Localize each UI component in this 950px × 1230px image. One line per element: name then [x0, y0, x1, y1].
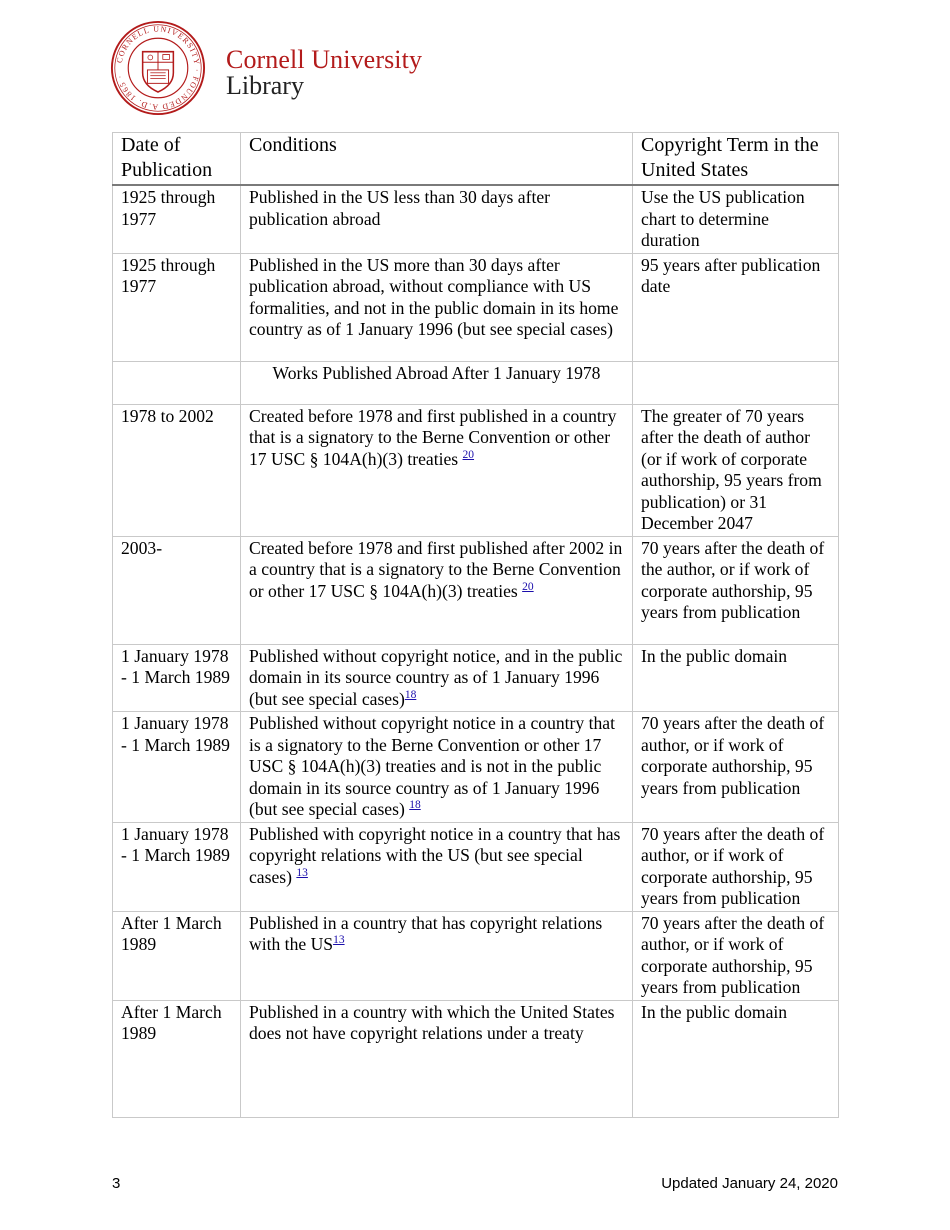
university-name: Cornell University — [226, 45, 423, 74]
row-conditions — [241, 644, 633, 712]
updated-date: Updated January 24, 2020 — [661, 1175, 838, 1192]
conditions-text: Published with copyright notice in a country that has copyright relations with the US (but see special cases) — [249, 823, 621, 887]
table-row — [113, 822, 839, 911]
conditions-text: Published in the US more than 30 days after publication abroad, without compliance with US formalities, and not in the public domain in its home country as of 1 January 1996 (but see special cases) — [249, 254, 619, 339]
table-header-row — [113, 133, 839, 186]
footnote-link[interactable]: 13 — [333, 934, 345, 947]
row-term: The greater of 70 years after the death of author (or if work of corporate authorship, 95 years from publication) or 31 December 2047 — [633, 404, 839, 536]
table-row — [113, 185, 839, 253]
row-term: 70 years after the death of author, or if work of corporate authorship, 95 years from publication — [633, 911, 839, 1000]
row-date — [113, 361, 241, 404]
conditions-text: Published in a country that has copyright relations with the US — [249, 912, 603, 954]
header-date: Date of Publication — [113, 133, 241, 186]
row-conditions — [241, 185, 633, 253]
row-term: In the public domain — [633, 644, 839, 712]
page-header — [110, 18, 422, 118]
row-term: In the public domain — [633, 1000, 839, 1117]
table-row — [113, 1000, 839, 1117]
row-term: 95 years after publication date — [633, 253, 839, 361]
row-term: Use the US publication chart to determine duration — [633, 185, 839, 253]
header-conditions: Conditions — [241, 133, 633, 186]
table-row — [113, 404, 839, 536]
conditions-text: Published in the US less than 30 days after publication abroad — [249, 187, 551, 229]
row-term: 70 years after the death of author, or if work of corporate authorship, 95 years from publication — [633, 712, 839, 823]
header-term: Copyright Term in the United States — [633, 133, 839, 186]
footnote-link[interactable]: 13 — [296, 866, 308, 879]
row-conditions — [241, 911, 633, 1000]
row-conditions — [241, 536, 633, 644]
row-date: 1925 through 1977 — [113, 253, 241, 361]
table-row — [113, 644, 839, 712]
row-conditions — [241, 404, 633, 536]
row-term: 70 years after the death of author, or if work of corporate authorship, 95 years from publication — [633, 822, 839, 911]
row-date: 1978 to 2002 — [113, 404, 241, 536]
row-term: 70 years after the death of the author, or if work of corporate authorship, 95 years from publication — [633, 536, 839, 644]
table-row — [113, 911, 839, 1000]
conditions-text: Published in a country with which the United States does not have copyright relations under a treaty — [249, 1001, 615, 1043]
footnote-link[interactable]: 18 — [404, 688, 417, 701]
row-date: 1 January 1978 - 1 March 1989 — [113, 644, 241, 712]
table-row — [113, 361, 839, 404]
row-date: 1 January 1978 - 1 March 1989 — [113, 712, 241, 823]
row-conditions — [241, 712, 633, 823]
row-date: 1925 through 1977 — [113, 185, 241, 253]
row-term — [633, 361, 839, 404]
row-date: 2003- — [113, 536, 241, 644]
library-wordmark — [226, 47, 422, 99]
conditions-text: Created before 1978 and first published in a country that is a signatory to the Berne Convention or other 17 USC § 104A(h)(3) treaties — [249, 405, 617, 469]
footnote-link[interactable]: 20 — [462, 448, 475, 461]
row-date: 1 January 1978 - 1 March 1989 — [113, 822, 241, 911]
conditions-text: Published without copyright notice, and in the public domain in its source country as of 1 January 1996 (but see special cases) — [249, 645, 623, 709]
footnote-link[interactable]: 20 — [522, 580, 534, 593]
section-heading: Works Published Abroad After 1 January 1978 — [241, 361, 633, 404]
svg-text:CORNELL UNIVERSITY · FOUNDED A: CORNELL UNIVERSITY · FOUNDED A.D. 1865 · — [114, 24, 202, 112]
library-name: Library — [226, 71, 304, 100]
conditions-text: Created before 1978 and first published after 2002 in a country that is a signatory to the Berne Convention or other 17 USC § 104A(h)(3) treaties — [249, 537, 623, 601]
table-row — [113, 536, 839, 644]
row-conditions — [241, 1000, 633, 1117]
table-body — [113, 185, 839, 1117]
table-row — [113, 712, 839, 823]
row-conditions — [241, 822, 633, 911]
table-row — [113, 253, 839, 361]
page-number: 3 — [112, 1175, 121, 1192]
row-date: After 1 March 1989 — [113, 911, 241, 1000]
conditions-text: Published without copyright notice in a country that is a signatory to the Berne Convention or other 17 USC § 104A(h)(3) treaties and is not in the public domain in its source country as of 1 January 1996 (but see special cases) — [249, 713, 615, 819]
row-conditions — [241, 253, 633, 361]
row-date: After 1 March 1989 — [113, 1000, 241, 1117]
footnote-link[interactable]: 18 — [409, 799, 421, 812]
copyright-term-table — [112, 132, 839, 1118]
cornell-seal-logo — [110, 20, 206, 116]
